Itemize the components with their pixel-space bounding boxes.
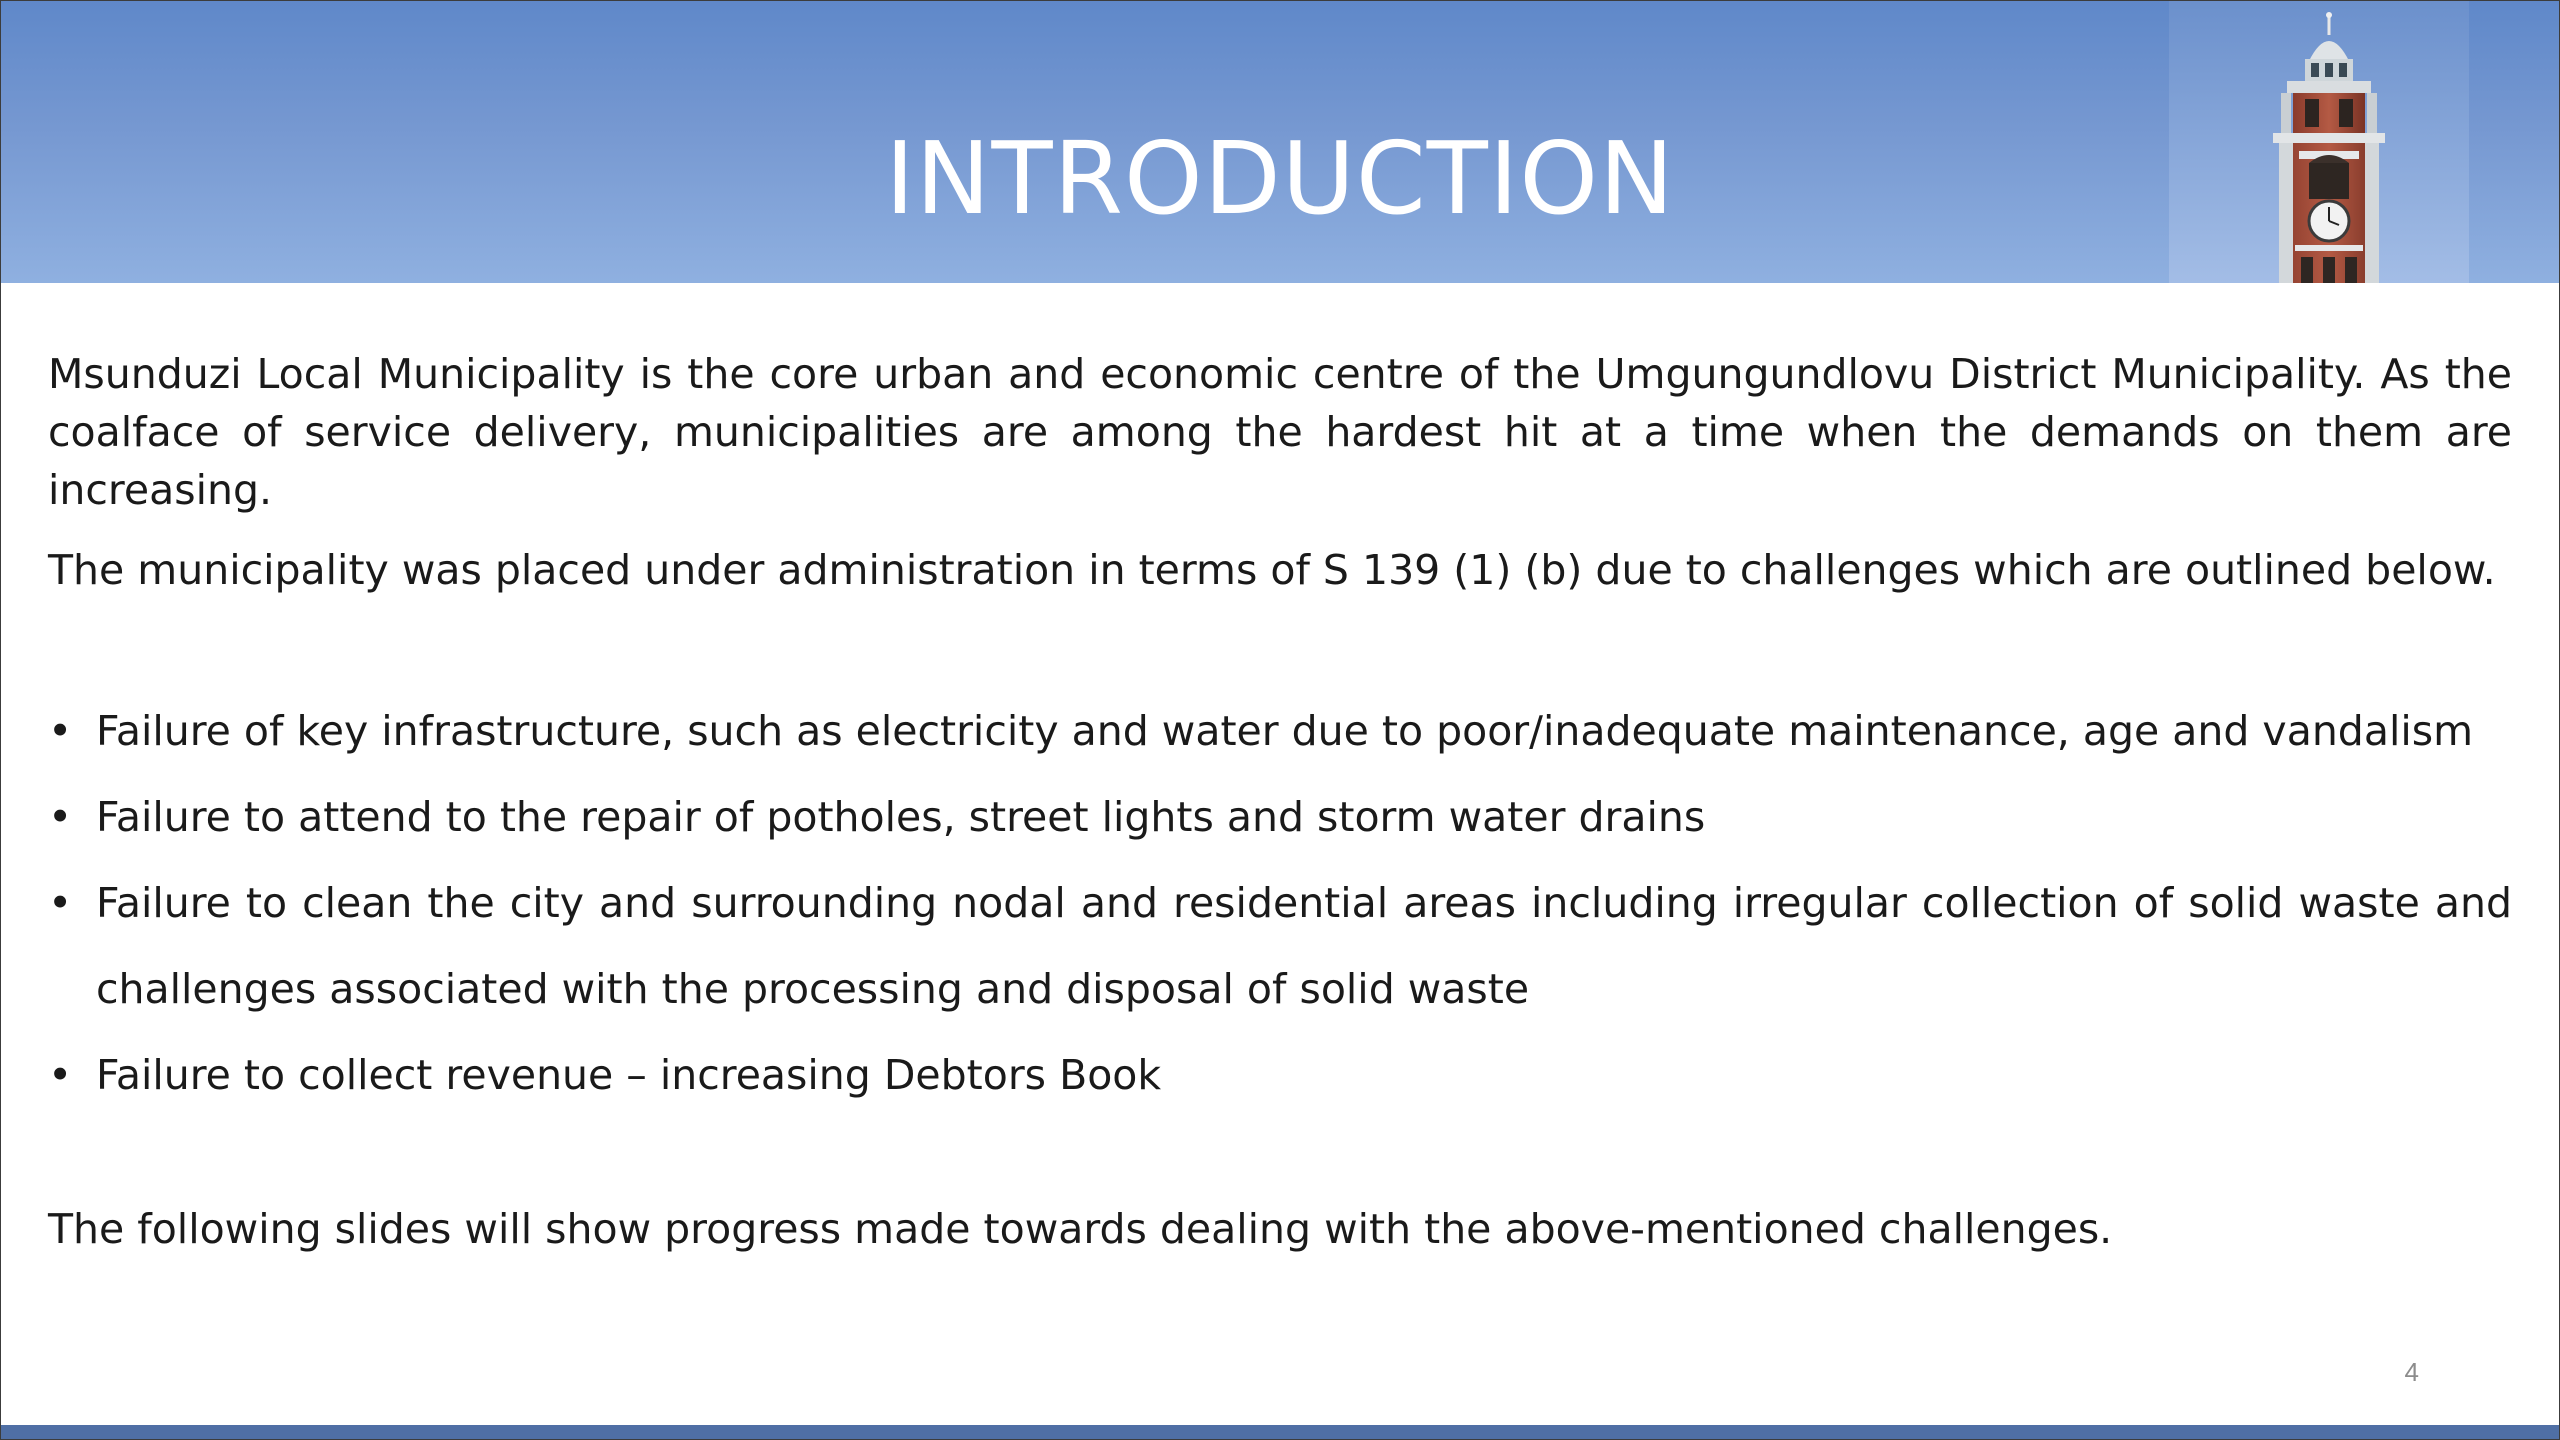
list-item (48, 1032, 2512, 1118)
administration-paragraph: The municipality was placed under administration in terms of S 139 (1) (b) due to challenges which are outlined below. (48, 546, 2496, 594)
challenges-list (48, 688, 2512, 1118)
list-item (48, 774, 2512, 860)
list-item (48, 688, 2512, 774)
closing-paragraph: The following slides will show progress made towards dealing with the above-mentioned challenges. (48, 1205, 2113, 1253)
footer-bar (1, 1425, 2559, 1439)
bullet-icon: • (48, 707, 73, 755)
bullet-text: Failure to collect revenue – increasing Debtors Book (96, 1051, 1162, 1099)
slide-title: INTRODUCTION (885, 120, 1675, 237)
bullet-icon: • (48, 879, 73, 927)
list-item (48, 860, 2512, 1032)
bullet-icon: • (48, 793, 73, 841)
bullet-text: Failure of key infrastructure, such as electricity and water due to poor/inadequate maintenance, age and vandalism (96, 707, 2474, 755)
page-number: 4 (2404, 1357, 2419, 1387)
intro-paragraph: Msunduzi Local Municipality is the core urban and economic centre of the Umgungundlovu District Municipality. As the coalface of service delivery, municipalities are among the hardest hit at a time when the demands on them are increasing. (48, 350, 2512, 514)
clock-tower-image (2169, 1, 2469, 283)
bullet-text: Failure to clean the city and surrounding nodal and residential areas including irregular collection of solid waste and challenges associated with the processing and disposal of solid waste (96, 879, 2512, 1013)
slide-header-banner (1, 1, 2559, 283)
bullet-icon: • (48, 1051, 73, 1099)
bullet-text: Failure to attend to the repair of potholes, street lights and storm water drains (96, 793, 1706, 841)
